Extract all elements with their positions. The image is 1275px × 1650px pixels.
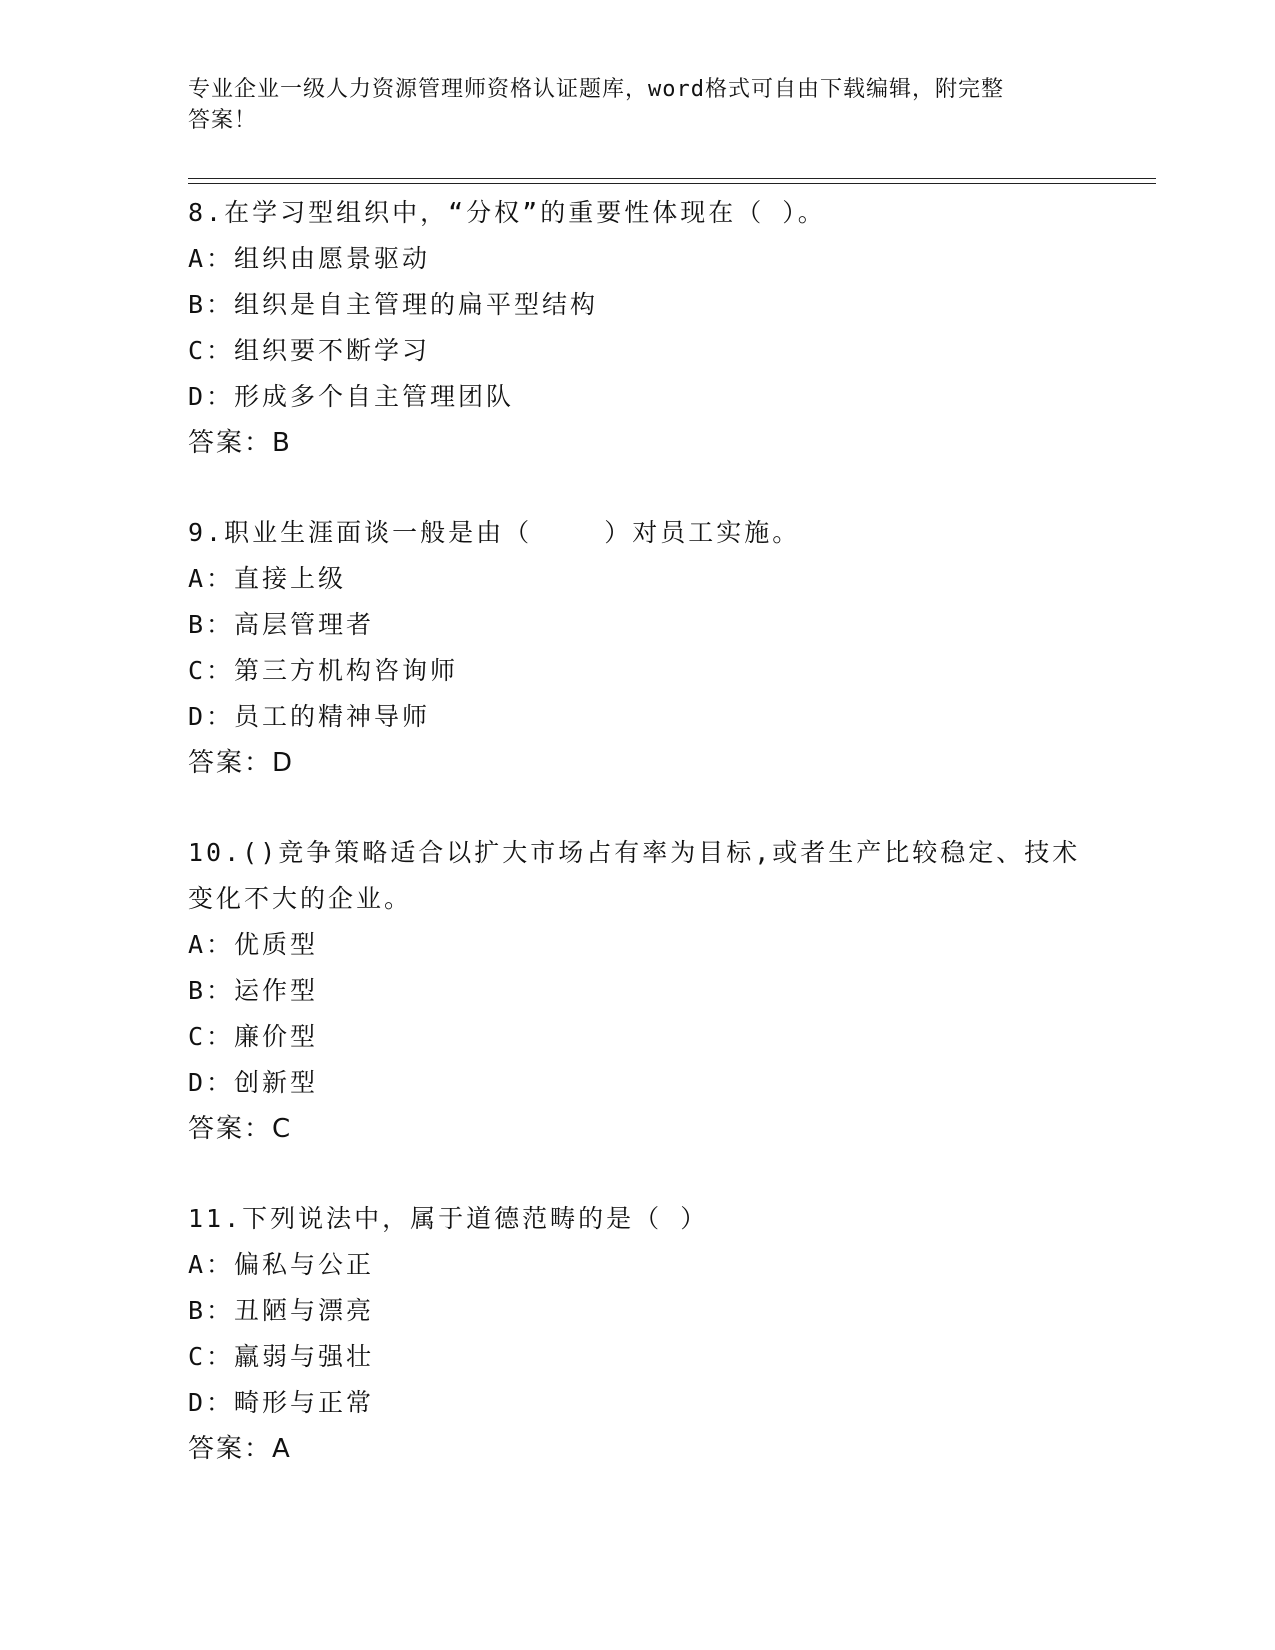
header-double-rule — [188, 178, 1156, 184]
question-stem: 11.下列说法中，属于道德范畴的是（ ） — [188, 1204, 709, 1233]
question-list — [188, 190, 1088, 1516]
option-d: D：形成多个自主管理团队 — [188, 382, 515, 411]
question-9 — [188, 510, 1088, 786]
question-10 — [188, 830, 1088, 1152]
option-a: A：偏私与公正 — [188, 1250, 375, 1279]
header-line-1: 专业企业一级人力资源管理师资格认证题库，word格式可自由下载编辑，附完整 — [188, 77, 1004, 102]
option-c: C：组织要不断学习 — [188, 336, 431, 365]
option-c: C：第三方机构咨询师 — [188, 656, 459, 685]
question-stem: 10.()竞争策略适合以扩大市场占有率为目标,或者生产比较稳定、技术变化不大的企业。 — [188, 838, 1081, 913]
option-b: B：丑陋与漂亮 — [188, 1296, 375, 1325]
option-b: B：高层管理者 — [188, 610, 375, 639]
document-header — [188, 74, 1068, 136]
option-a: A：优质型 — [188, 930, 319, 959]
question-8 — [188, 190, 1088, 466]
answer-line: 答案：D — [188, 748, 295, 778]
question-stem: 8.在学习型组织中，“分权”的重要性体现在（ ）。 — [188, 198, 826, 227]
option-a: A：组织由愿景驱动 — [188, 244, 431, 273]
option-c: C：廉价型 — [188, 1022, 319, 1051]
option-b: B：运作型 — [188, 976, 319, 1005]
question-11 — [188, 1196, 1088, 1472]
option-c: C：羸弱与强壮 — [188, 1342, 375, 1371]
option-a: A：直接上级 — [188, 564, 347, 593]
option-b: B：组织是自主管理的扁平型结构 — [188, 290, 599, 319]
answer-line: 答案：A — [188, 1434, 292, 1464]
option-d: D：创新型 — [188, 1068, 319, 1097]
option-d: D：畸形与正常 — [188, 1388, 375, 1417]
question-stem: 9.职业生涯面谈一般是由（ ）对员工实施。 — [188, 518, 801, 547]
header-line-2: 答案！ — [188, 108, 258, 133]
answer-line: 答案：C — [188, 1114, 293, 1144]
option-d: D：员工的精神导师 — [188, 702, 431, 731]
answer-line: 答案：B — [188, 428, 292, 458]
